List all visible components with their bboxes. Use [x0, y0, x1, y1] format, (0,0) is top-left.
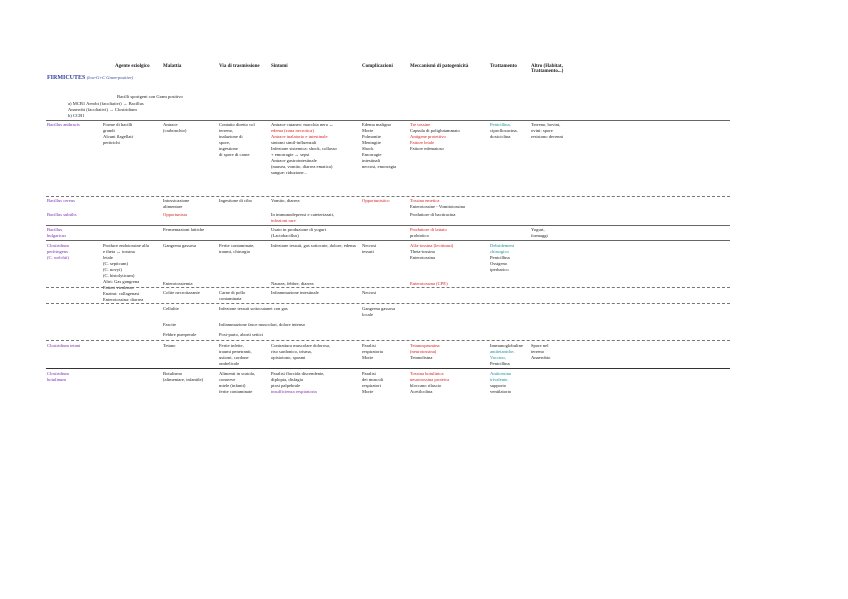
header-symptoms: Sintomi	[271, 64, 288, 69]
header-disease: Malattia	[163, 64, 182, 69]
cell-line: Infezione tessuti, gas sottocute, dolore, edema	[271, 243, 356, 248]
header-mechanisms: Meccanismi di patogenicità	[410, 64, 469, 69]
cell-line: Cellulite	[163, 306, 179, 311]
cell-line: Tossina emetica	[410, 198, 440, 203]
cell-line: Ossigeno	[490, 261, 508, 266]
cell-line: Morte	[362, 128, 374, 133]
cell-line: In immunodepressi e cateterizzati,	[271, 212, 335, 217]
cell-line: Emorragie	[362, 152, 382, 157]
cell-line: riso sardonico, trisma,	[271, 349, 312, 354]
cell-line: neurotossina proteica	[410, 377, 450, 382]
cell-line: Gangrena gassosa	[362, 306, 396, 311]
intro-line: a) MCB1 Aerobi (facoltativi) → Bacillus	[68, 101, 144, 106]
cell-line: Antrace	[163, 122, 178, 127]
cell-line: Fermentazioni lattiche	[163, 227, 205, 232]
cell-line: ptosi palpebrale	[271, 383, 301, 388]
cell-line: sangue: riduzione...	[271, 170, 307, 175]
cell-line: formaggi	[531, 233, 548, 238]
cell-line: miele (infanti)	[219, 383, 246, 388]
cell-line: traumi penetranti,	[219, 349, 252, 354]
cell-line: traumi, chirurgia	[219, 249, 250, 254]
row-divider	[46, 196, 730, 197]
cell-line: (C. septicum)	[103, 261, 129, 266]
intro-line: b) CCB1	[68, 113, 85, 118]
cell-line: Usato in produzione di yogurt	[271, 227, 327, 232]
cell-line: respiratori	[362, 383, 381, 388]
row-name: Bacillus cereus	[47, 198, 75, 203]
cell-line: (carbonchio)	[163, 128, 187, 133]
cell-line: Enterotossine - Vomitotossina	[410, 204, 465, 209]
cell-line: Acetilcolina	[410, 389, 433, 394]
cell-line: Enterotossiemia	[163, 281, 193, 286]
cell-line: ustioni, cordone	[219, 355, 249, 360]
cell-line: sintomi simil-influenzali	[271, 140, 317, 145]
row-divider	[46, 368, 730, 369]
cell-line: di spore di carne	[219, 152, 250, 157]
cell-line: spore,	[219, 140, 231, 145]
cell-line: inalazione di	[219, 134, 243, 139]
cell-line: contaminata	[219, 296, 242, 301]
cell-line: ovini: spore	[531, 128, 553, 133]
cell-line: Produttore di bacitracina	[410, 212, 456, 217]
cell-line: (nausea, vomito, diarrea ematica)	[271, 164, 333, 169]
cell-line: (C. histolyticum)	[103, 273, 135, 278]
cell-line: Infezione tessuti sottocutanei con gas	[219, 306, 288, 311]
cell-line: ferite contaminate	[219, 389, 253, 394]
cell-line: Penicillina,	[490, 122, 511, 127]
row-name: Bacillus subtilis	[47, 212, 77, 217]
cell-line: Altri: Gas gangrena	[103, 279, 140, 284]
cell-line: supporto	[490, 383, 507, 388]
row-divider	[46, 240, 730, 241]
cell-line: Enterotossina: diarrea	[103, 297, 144, 302]
cell-line: Yogurt,	[531, 227, 545, 232]
cell-line: Forme di bacilli	[103, 122, 133, 127]
cell-line: Tre tossine	[410, 122, 431, 127]
cell-line: Vaccino,	[490, 355, 506, 360]
header-agent: Agente eziolgico	[115, 64, 150, 69]
intro-line: Anaerobi (facoltativi) → Clostridium	[68, 107, 137, 112]
cell-line: Antitossina	[490, 371, 511, 376]
cell-line: Post-parto, aborti settici	[219, 332, 264, 337]
row-name: Bacillus anthracis	[47, 122, 80, 127]
cell-line: diplopia, disfagia	[271, 377, 303, 382]
cell-line: chirurgico	[490, 249, 509, 254]
section-subtitle: (low-G+C Gram-positive)	[86, 75, 134, 80]
row-divider	[46, 340, 730, 341]
cell-line: letale	[103, 255, 113, 260]
row-name: (C. welchii)	[47, 255, 69, 260]
cell-line: + emorragie ↔ sepsi	[271, 152, 310, 157]
cell-line: Febbre puerperale	[163, 332, 197, 337]
cell-line: bloccano rilascio	[410, 383, 442, 388]
cell-line: Contrattura muscolare dolorosa,	[271, 343, 331, 348]
cell-line: Shock	[362, 146, 374, 151]
cell-line: Capsula di poliglutammato	[410, 128, 460, 133]
cell-line: Carne di pollo	[219, 290, 246, 295]
cell-line: tessuti	[362, 249, 374, 254]
header-complications: Complicazioni	[362, 64, 393, 69]
cell-line: Infiammazione fasce muscolari, dolore intenso	[219, 322, 306, 327]
row-name: Bacillus	[47, 227, 63, 232]
cell-line: edema (zona necrotica)	[271, 128, 314, 133]
cell-line: (C. novyi)	[103, 267, 122, 272]
cell-line: ingestione	[219, 146, 238, 151]
cell-line: Theta-tossina	[410, 249, 435, 254]
cell-line: necrosi, emorragia	[362, 164, 397, 169]
cell-line: Infezione sistemica: shock, collasso	[271, 146, 337, 151]
row-name: Clostridium	[47, 371, 69, 376]
row-name: Clostridium	[47, 243, 69, 248]
cell-line: Tossina botulinica	[410, 371, 444, 376]
cell-line: dei muscoli	[362, 377, 384, 382]
cell-line: intestinali	[362, 158, 381, 163]
cell-line: Immunoglobuline	[490, 343, 523, 348]
cell-line: Vomito, diarrea	[271, 198, 300, 203]
cell-line: Alimenti in scatola,	[219, 371, 256, 376]
cell-line: infezioni rare	[271, 218, 296, 223]
cell-line: Paralisi	[362, 371, 376, 376]
cell-line: Alcuni flagellati	[103, 134, 133, 139]
cell-line: Paralisi flaccida discendente,	[271, 371, 325, 376]
cell-line: Produce endotossine alfa	[103, 243, 149, 248]
cell-line: antitetaniche,	[490, 349, 515, 354]
cell-line: Polmonite	[362, 134, 381, 139]
header-other: Altro (Habitat, Trattamento...)	[531, 64, 564, 75]
row-divider	[46, 303, 730, 304]
row-divider	[46, 120, 730, 121]
row-name: botulinum	[47, 377, 66, 382]
cell-line: terreno,	[219, 128, 234, 133]
cell-line: Antigene protettivo	[410, 134, 446, 139]
cell-line: iperbarico	[490, 267, 509, 272]
section-title	[47, 75, 133, 81]
cell-line: conserve	[219, 377, 236, 382]
cell-line: Ferite infette,	[219, 343, 244, 348]
cell-line: locale	[362, 312, 373, 317]
cell-line: Gangrena gassosa	[163, 243, 197, 248]
cell-line: Terreno, bovini,	[531, 122, 561, 127]
cell-line: Enterotossina	[410, 255, 436, 260]
cell-line: Antrace gastrointestinale	[271, 158, 317, 163]
cell-line: Anaerobio	[531, 355, 551, 360]
row-divider	[46, 287, 730, 288]
cell-line: alimentare	[163, 204, 183, 209]
cell-line: Contatto diretto col	[219, 122, 255, 127]
cell-line: Paralisi	[362, 343, 376, 348]
cell-line: Enterotossina (CPE)	[410, 281, 448, 286]
cell-line: ciprofloxacina,	[490, 128, 518, 133]
cell-line: Morte	[362, 355, 374, 360]
cell-line: Nausea, febbre, diarrea	[271, 281, 314, 286]
cell-line: Tetano	[163, 343, 176, 348]
row-name: bulgaricus	[47, 233, 67, 238]
cell-line: Morte	[362, 389, 374, 394]
cell-line: Fascite	[163, 322, 177, 327]
cell-line: ventilatorio	[490, 389, 512, 394]
cell-line: Penicillina	[490, 361, 510, 366]
cell-line: Enzimi: collagenasi	[103, 291, 140, 296]
cell-line: resistono decenni	[531, 134, 564, 139]
cell-line: grandi	[103, 128, 115, 133]
cell-line: trivalente,	[490, 377, 509, 382]
cell-line: Antrace inalatorio e intestinale	[271, 134, 328, 139]
cell-line: opistotono, spasmi	[271, 355, 306, 360]
cell-line: Infiammazione intestinale	[271, 290, 319, 295]
cell-line: Opportunista	[163, 212, 187, 217]
cell-line: (neurotossina)	[410, 349, 437, 354]
cell-line: Necrosi	[362, 290, 377, 295]
cell-line: Opportunistico	[362, 198, 390, 203]
header-route: Via di trasmissione	[219, 64, 260, 69]
cell-line: Ingestione di cibo	[219, 198, 252, 203]
cell-line: Colite necrotizzante	[163, 290, 200, 295]
cell-line: Penicillina	[490, 255, 510, 260]
cell-line: Produttore di lattato	[410, 227, 447, 232]
cell-line: Fattore letale	[410, 140, 435, 145]
section-name: FIRMICUTES	[47, 75, 86, 81]
cell-line: e theta ↔ tossina	[103, 249, 135, 254]
cell-line: respiratoria	[362, 349, 383, 354]
cell-line: (alimentare, infantile)	[163, 377, 204, 382]
cell-line: Debridement	[490, 243, 514, 248]
cell-line: insufficienza respiratoria	[271, 389, 317, 394]
row-name: Clostridium tetani	[47, 343, 81, 348]
cell-line: Tetanolisina	[410, 355, 433, 360]
cell-line: Intossicazione	[163, 198, 190, 203]
cell-line: doxiciclina	[490, 134, 511, 139]
cell-line: Fattore edematoso	[410, 146, 444, 151]
header-treatment: Trattamento	[490, 64, 517, 69]
cell-line: (Lactobacillus)	[271, 233, 299, 238]
cell-line: Necrosi	[362, 243, 377, 248]
cell-line: Fattori virulenza	[103, 285, 134, 290]
cell-line: peritrichi	[103, 140, 120, 145]
cell-line: Alfa-tossina (lecitinasi)	[410, 243, 454, 248]
cell-line: Spore nel	[531, 343, 549, 348]
cell-line: Antrace cutaneo: macchia nera ↔	[271, 122, 334, 127]
cell-line: Meningite	[362, 140, 381, 145]
cell-line: Tetanospasmina	[410, 343, 440, 348]
cell-line: terreno	[531, 349, 545, 354]
row-divider	[46, 225, 730, 226]
cell-line: Edema maligno	[362, 122, 391, 127]
intro-line: Bacilli sporigeni con Gram positivo	[117, 94, 183, 99]
cell-line: ombelicale	[219, 361, 240, 366]
row-name: perfringens	[47, 249, 68, 254]
cell-line: probiotico	[410, 233, 429, 238]
cell-line: Botulismo	[163, 371, 183, 376]
cell-line: Ferite contaminate,	[219, 243, 255, 248]
